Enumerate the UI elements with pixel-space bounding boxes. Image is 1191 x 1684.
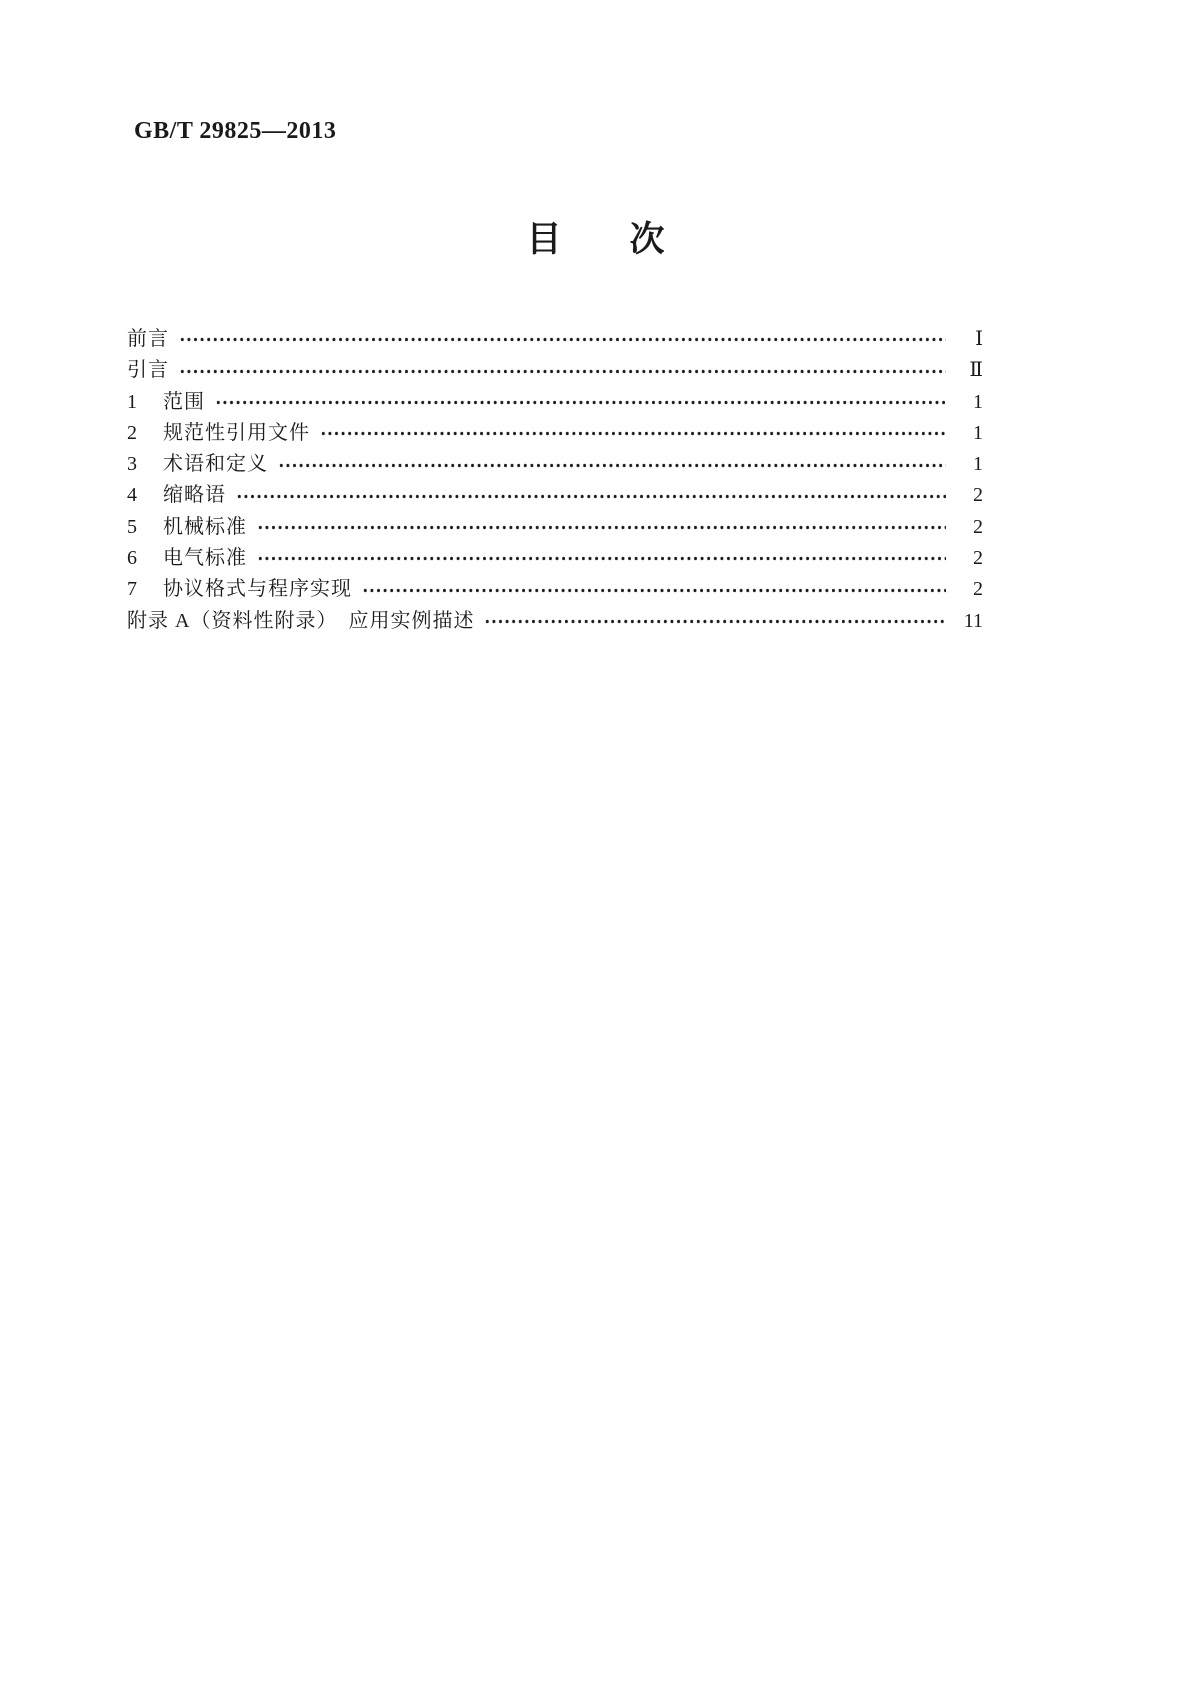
- toc-entry-label: 引言: [127, 359, 169, 382]
- toc-entry: [127, 606, 983, 637]
- toc-entry-page: 1: [973, 390, 983, 413]
- toc-entry-number: 7: [127, 578, 137, 601]
- toc-entry: [127, 387, 983, 418]
- toc-entry-page: 2: [973, 547, 983, 570]
- dot-leader: [215, 387, 946, 418]
- toc-entry-page: 2: [973, 515, 983, 538]
- toc-entry-number: 5: [127, 515, 137, 538]
- toc-entry-label: 附录 A（资料性附录） 应用实例描述: [127, 609, 475, 632]
- toc-entry-page: 1: [973, 421, 983, 444]
- dot-leader: [179, 324, 946, 355]
- standard-code: GB/T 29825—2013: [134, 118, 337, 144]
- toc-entry: [127, 355, 983, 386]
- toc-entry-page: 1: [973, 453, 983, 476]
- toc-entry-number: 1: [127, 390, 137, 413]
- dot-leader: [179, 355, 946, 386]
- toc-entry-page: Ⅰ: [975, 328, 983, 350]
- toc-entry: [127, 324, 983, 355]
- toc-entry-number: 2: [127, 421, 137, 444]
- toc-entry-label: 前言: [127, 328, 169, 350]
- toc-entry-label: 协议格式与程序实现: [163, 578, 352, 601]
- toc-entry-label: 电气标准: [163, 547, 247, 570]
- toc-entry-number: 6: [127, 547, 137, 570]
- toc-entry: [127, 574, 983, 605]
- toc-entry-label: 范围: [163, 390, 205, 413]
- dot-leader: [484, 606, 946, 637]
- toc-entry-page: 2: [973, 578, 983, 601]
- toc-entry-number: 3: [127, 453, 137, 476]
- toc-entry: [127, 512, 983, 543]
- toc-entry-label: 缩略语: [163, 484, 226, 507]
- dot-leader: [257, 512, 946, 543]
- dot-leader: [257, 543, 946, 574]
- toc-entry: [127, 543, 983, 574]
- toc-entry-page: 2: [973, 484, 983, 507]
- toc-entry: [127, 418, 983, 449]
- table-of-contents: [127, 324, 983, 637]
- toc-entry-label: 机械标准: [163, 515, 247, 538]
- toc-entry-page: 11: [963, 609, 983, 632]
- toc-entry-number: 4: [127, 484, 137, 507]
- toc-entry-label: 术语和定义: [163, 453, 268, 476]
- dot-leader: [362, 574, 946, 605]
- dot-leader: [236, 480, 946, 511]
- dot-leader: [278, 449, 946, 480]
- toc-entry: [127, 449, 983, 480]
- dot-leader: [320, 418, 946, 449]
- page-title: 目次: [526, 220, 733, 259]
- toc-entry-page: Ⅱ: [969, 359, 983, 382]
- toc-entry: [127, 480, 983, 511]
- toc-entry-label: 规范性引用文件: [163, 421, 310, 444]
